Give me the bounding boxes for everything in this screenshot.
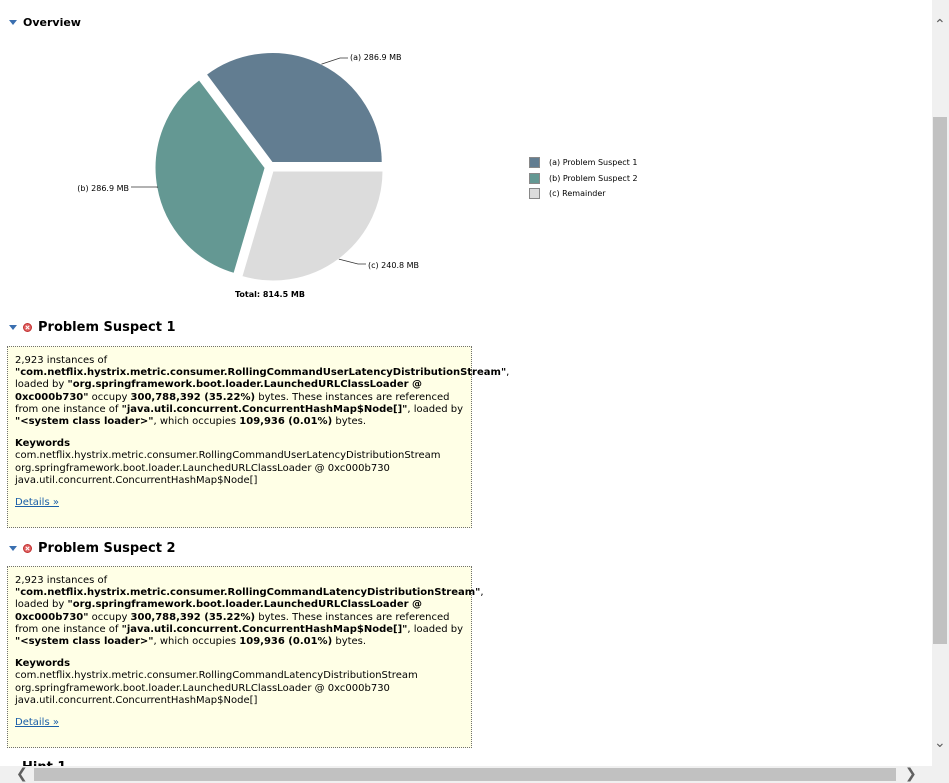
- suspect-1-description: 2,923 instances of "com.netflix.hystrix.metric.consumer.RollingCommandUserLatencyDistributionStream", loaded by "org.springframework.boot.loader.LaunchedURLClassLoader @ 0xc000b730" occupy 300,788,392 (35.22%) bytes. These instances are referenced from one instance of "java.util.concurrent.ConcurrentHashMap$Node[]", loaded by "<system class loader>", which occupies 109,936 (0.01%) bytes.: [15, 355, 510, 428]
- loaded-by-label: loaded by: [15, 379, 65, 391]
- suspect-1-box: [7, 346, 510, 528]
- class-name: "com.netflix.hystrix.metric.consumer.RollingCommandLatencyDistributionStream": [15, 587, 481, 599]
- keyword: java.util.concurrent.ConcurrentHashMap$Node[]: [15, 694, 258, 706]
- pie-slice-c: [242, 171, 383, 281]
- instances-count: 2,923 instances of: [15, 355, 108, 366]
- reference-class: "java.util.concurrent.ConcurrentHashMap$Node[]": [121, 623, 408, 635]
- error-icon: [23, 544, 32, 553]
- keyword: com.netflix.hystrix.metric.consumer.RollingCommandLatencyDistributionStream: [15, 670, 418, 682]
- legend-item: [529, 171, 638, 187]
- leader-line: [339, 259, 366, 264]
- class-loader: "org.springframework.boot.loader.LaunchedURLClassLoader @ 0xc000b730": [15, 379, 423, 403]
- suspect-2-box: [7, 566, 484, 748]
- class-name: "com.netflix.hystrix.metric.consumer.RollingCommandUserLatencyDistributionStream": [15, 367, 507, 379]
- loaded-by-label-2: , loaded by: [407, 403, 464, 415]
- error-icon: [23, 323, 32, 332]
- bytes-label: bytes.: [335, 636, 367, 648]
- which-occupies-label: , which occupies: [153, 416, 237, 428]
- suspect-1-title: Problem Suspect 1: [38, 320, 176, 335]
- legend-label: (c) Remainder: [549, 189, 606, 199]
- leader-line: [322, 58, 348, 64]
- chart-total-label: Total: 814.5 MB: [235, 290, 305, 299]
- keywords-title: Keywords: [15, 438, 71, 450]
- slice-value-label: (a) 286.9 MB: [350, 53, 402, 62]
- suspect-2-description: 2,923 instances of "com.netflix.hystrix.metric.consumer.RollingCommandLatencyDistributionStream", loaded by "org.springframework.boot.loader.LaunchedURLClassLoader @ 0xc000b730" occupy 300,788,392 (35.22%) bytes. These instances are referenced from one instance of "java.util.concurrent.ConcurrentHashMap$Node[]", loaded by "<system class loader>", which occupies 109,936 (0.01%) bytes.: [15, 575, 484, 648]
- scroll-right-icon[interactable]: ❯: [905, 766, 917, 782]
- loaded-by-label-2: , loaded by: [407, 623, 464, 635]
- legend-label: (a) Problem Suspect 1: [549, 158, 638, 168]
- reference-class: "java.util.concurrent.ConcurrentHashMap$Node[]": [121, 403, 408, 415]
- loaded-by-label: loaded by: [15, 599, 65, 611]
- collapse-chevron-icon[interactable]: [9, 325, 17, 330]
- scroll-down-icon[interactable]: ⌄: [934, 735, 946, 751]
- legend-swatch: [529, 188, 540, 199]
- occupy-label: occupy: [91, 391, 128, 403]
- horizontal-scroll-thumb[interactable]: [34, 768, 896, 781]
- keyword: org.springframework.boot.loader.LaunchedURLClassLoader @ 0xc000b730: [15, 462, 390, 474]
- scroll-left-icon[interactable]: ❮: [16, 766, 28, 782]
- suspect-2-title: Problem Suspect 2: [38, 541, 176, 556]
- chart-legend: [529, 155, 638, 202]
- reference-text: bytes. These instances are referenced from one instance of: [15, 391, 450, 415]
- occupies-value: 109,936 (0.01%): [239, 416, 333, 428]
- scroll-up-icon[interactable]: ⌃: [934, 17, 946, 33]
- legend-swatch: [529, 173, 540, 184]
- legend-label: (b) Problem Suspect 2: [549, 173, 638, 183]
- which-occupies-label: , which occupies: [153, 636, 237, 648]
- overview-title: Overview: [23, 16, 81, 29]
- legend-item: [529, 186, 638, 202]
- slice-value-label: (c) 240.8 MB: [368, 261, 420, 270]
- legend-item: [529, 155, 638, 171]
- keyword: com.netflix.hystrix.metric.consumer.RollingCommandUserLatencyDistributionStream: [15, 450, 441, 462]
- bytes-label: bytes.: [335, 416, 367, 428]
- keyword: org.springframework.boot.loader.LaunchedURLClassLoader @ 0xc000b730: [15, 682, 390, 694]
- class-loader: "org.springframework.boot.loader.LaunchedURLClassLoader @ 0xc000b730": [15, 599, 423, 623]
- occupy-label: occupy: [91, 611, 128, 623]
- keyword: java.util.concurrent.ConcurrentHashMap$Node[]: [15, 474, 258, 486]
- legend-swatch: [529, 157, 540, 168]
- vertical-scroll-thumb[interactable]: [933, 117, 947, 644]
- occupy-value: 300,788,392 (35.22%): [130, 611, 256, 623]
- collapse-chevron-icon[interactable]: [9, 20, 17, 25]
- reference-text: bytes. These instances are referenced from one instance of: [15, 611, 450, 635]
- collapse-chevron-icon[interactable]: [9, 546, 17, 551]
- system-loader: "<system class loader>": [15, 636, 154, 648]
- occupies-value: 109,936 (0.01%): [239, 636, 333, 648]
- slice-value-label: (b) 286.9 MB: [77, 184, 129, 193]
- keywords-title: Keywords: [15, 658, 71, 670]
- instances-count: 2,923 instances of: [15, 575, 108, 586]
- suspect-1-header[interactable]: [9, 320, 176, 335]
- overview-header[interactable]: [9, 16, 81, 29]
- details-link[interactable]: Details »: [15, 717, 59, 729]
- details-link[interactable]: Details »: [15, 497, 59, 509]
- pie-chart: [0, 30, 520, 305]
- system-loader: "<system class loader>": [15, 416, 154, 428]
- suspect-2-header[interactable]: [9, 541, 176, 556]
- occupy-value: 300,788,392 (35.22%): [130, 391, 256, 403]
